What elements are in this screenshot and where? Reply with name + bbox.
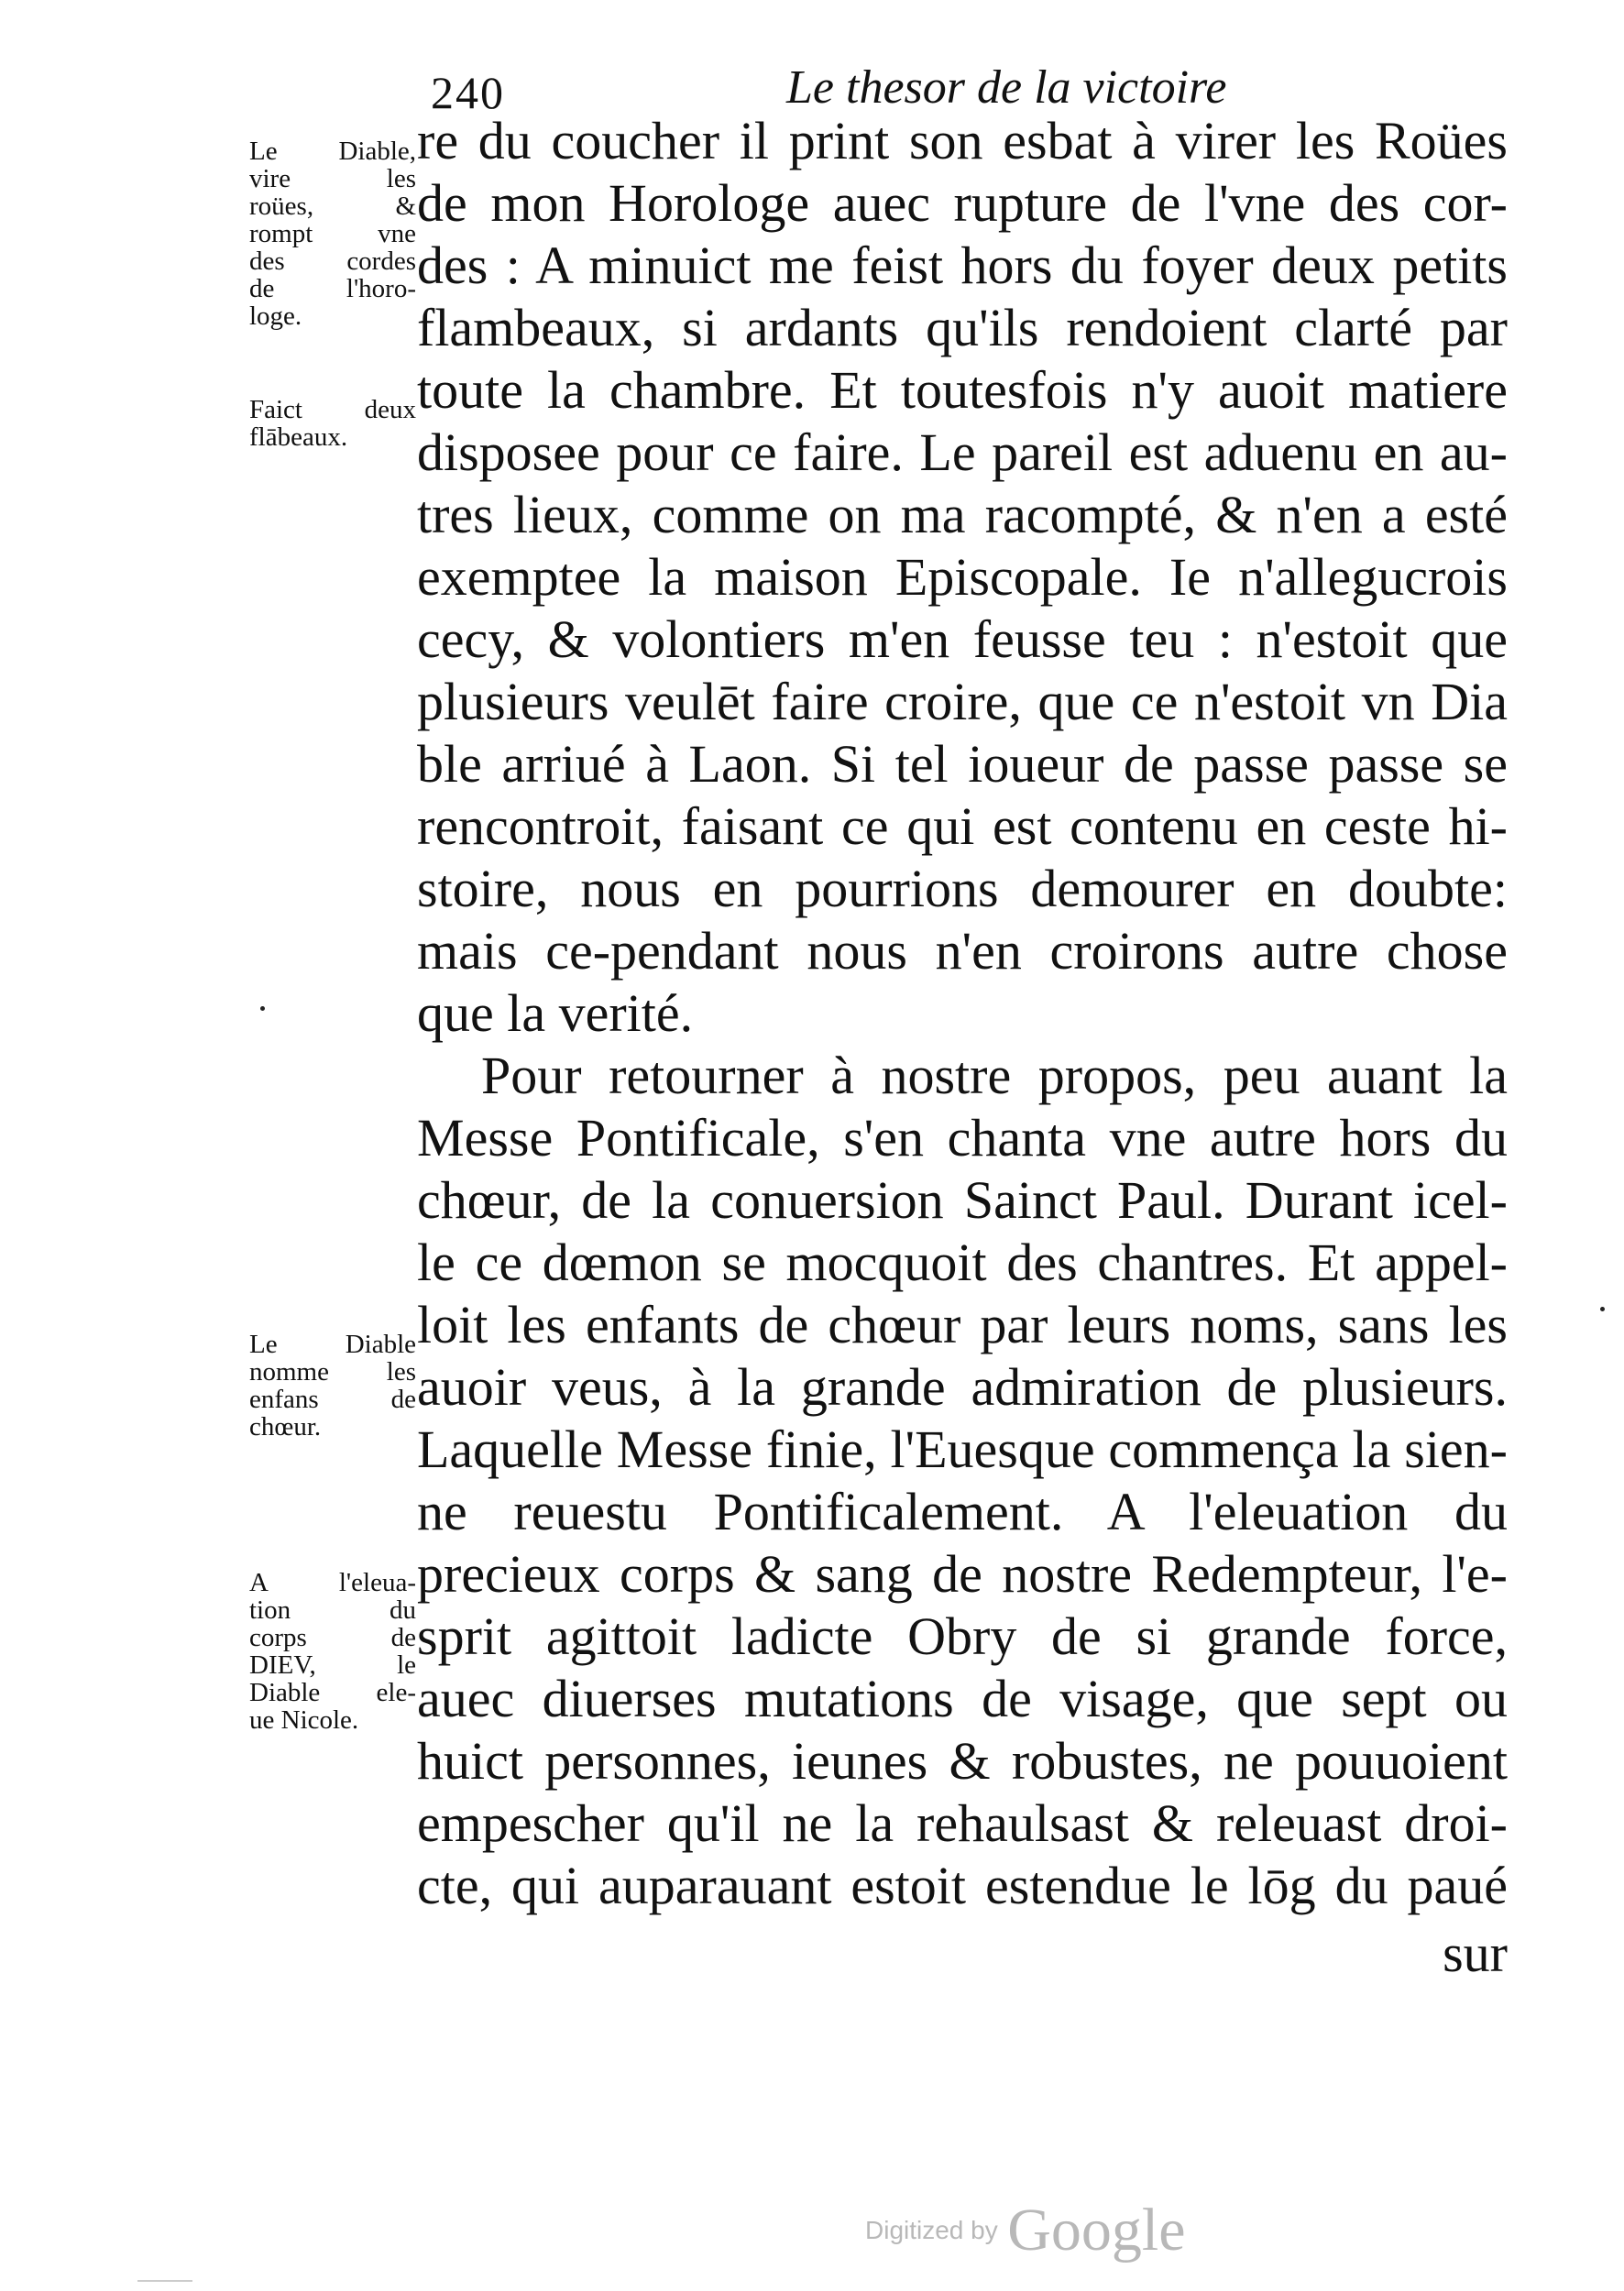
- margin-note-line: nomme les: [249, 1357, 416, 1387]
- text-line: auec diuerses mutations de visage, que sept ou: [417, 1669, 1508, 1728]
- text-line: loit les enfants de chœur par leurs noms, sans les: [417, 1295, 1508, 1354]
- digitized-by-google-watermark: [865, 2196, 1185, 2265]
- catchword: [417, 1923, 1508, 1985]
- margin-note-line: corps de: [249, 1623, 416, 1652]
- margin-note-line: ue Nicole.: [249, 1705, 359, 1735]
- text-line: huict personnes, ieunes & robustes, ne pouuoient: [417, 1731, 1508, 1791]
- text-line: stoire, nous en pourrions demourer en doubte:: [417, 859, 1508, 918]
- stray-speck: [260, 1006, 265, 1011]
- stray-speck: [1600, 1307, 1605, 1311]
- text-line: toute la chambre. Et toutesfois n'y auoit matiere: [417, 360, 1508, 420]
- text-line: plusieurs veulēt faire croire, que ce n'estoit vn Dia: [417, 672, 1508, 731]
- margin-note-line: des cordes: [249, 247, 416, 276]
- text-line: Messe Pontificale, s'en chanta vne autre hors du: [417, 1108, 1508, 1167]
- running-title: Le thesor de la victoire: [786, 61, 1227, 114]
- text-line: flambeaux, si ardants qu'ils rendoient clarté par: [417, 298, 1508, 357]
- margin-note-line: chœur.: [249, 1412, 322, 1441]
- margin-note-line: A l'eleua-: [249, 1568, 416, 1597]
- text-line: des : A minuict me feist hors du foyer deux petits: [417, 236, 1508, 295]
- margin-note-line: enfans de: [249, 1385, 416, 1414]
- catchword-text: sur: [1443, 1924, 1508, 1983]
- text-line: tres lieux, comme on ma racompté, & n'en a esté: [417, 485, 1508, 544]
- text-line: precieux corps & sang de nostre Redempteur, l'e-: [417, 1544, 1508, 1604]
- text-line: mais ce-pendant nous n'en croirons autre chose: [417, 921, 1508, 981]
- margin-note-line: flābeaux.: [249, 422, 348, 452]
- margin-note-line: de l'horo-: [249, 274, 416, 303]
- text-line: Laquelle Messe finie, l'Euesque commença la sien-: [417, 1420, 1508, 1479]
- margin-note-line: Faict deux: [249, 395, 416, 424]
- margin-note-2: [249, 396, 416, 451]
- margin-note-4: [249, 1569, 416, 1734]
- google-wordmark: Google: [1007, 2197, 1186, 2264]
- text-line: que la verité.: [417, 983, 694, 1043]
- main-text-paragraph-2: [417, 1045, 1508, 1917]
- margin-note-line: loge.: [249, 301, 302, 331]
- page-number: 240: [431, 67, 505, 118]
- margin-note-line: Le Diable: [249, 1330, 416, 1359]
- margin-note-line: DIEV, le: [249, 1650, 416, 1680]
- main-text-paragraph-1: [417, 110, 1508, 1045]
- text-line: rencontroit, faisant ce qui est contenu en ceste hi-: [417, 796, 1508, 856]
- margin-note-line: rompt vne: [249, 219, 416, 248]
- text-line: exemptee la maison Episcopale. Ie n'allegucrois: [417, 547, 1508, 607]
- text-line: de mon Horologe auec rupture de l'vne des cor-: [417, 173, 1508, 233]
- text-line: Pour retourner à nostre propos, peu auant la: [481, 1046, 1508, 1105]
- margin-note-line: tion du: [249, 1595, 416, 1625]
- text-line: cte, qui auparauant estoit estendue le lōg du paué: [417, 1856, 1508, 1915]
- margin-note-line: Diable ele-: [249, 1678, 416, 1707]
- page-edge-mark: [137, 2280, 192, 2282]
- text-line: chœur, de la conuersion Sainct Paul. Durant icel-: [417, 1170, 1508, 1230]
- text-line: le ce dœmon se mocquoit des chantres. Et appel-: [417, 1233, 1508, 1292]
- text-line: ble arriué à Laon. Si tel ioueur de passe passe se: [417, 734, 1508, 794]
- margin-note-line: roües, &: [249, 192, 416, 221]
- margin-note-3: [249, 1331, 416, 1441]
- text-line: re du coucher il print son esbat à virer les Roües: [417, 111, 1508, 170]
- text-line: ne reuestu Pontificalement. A l'eleuation du: [417, 1482, 1508, 1541]
- digitized-label: Digitized by: [865, 2216, 998, 2244]
- margin-note-line: Le Diable,: [249, 137, 416, 166]
- text-line: disposee pour ce faire. Le pareil est aduenu en au-: [417, 422, 1508, 482]
- text-line: sprit agittoit ladicte Obry de si grande force,: [417, 1606, 1508, 1666]
- text-line: empescher qu'il ne la rehaulsast & releuast droi-: [417, 1793, 1508, 1853]
- text-line: auoir veus, à la grande admiration de plusieurs.: [417, 1357, 1508, 1417]
- margin-note-1: [249, 137, 416, 330]
- margin-note-line: vire les: [249, 164, 416, 193]
- text-line: cecy, & volontiers m'en feusse teu : n'estoit que: [417, 609, 1508, 669]
